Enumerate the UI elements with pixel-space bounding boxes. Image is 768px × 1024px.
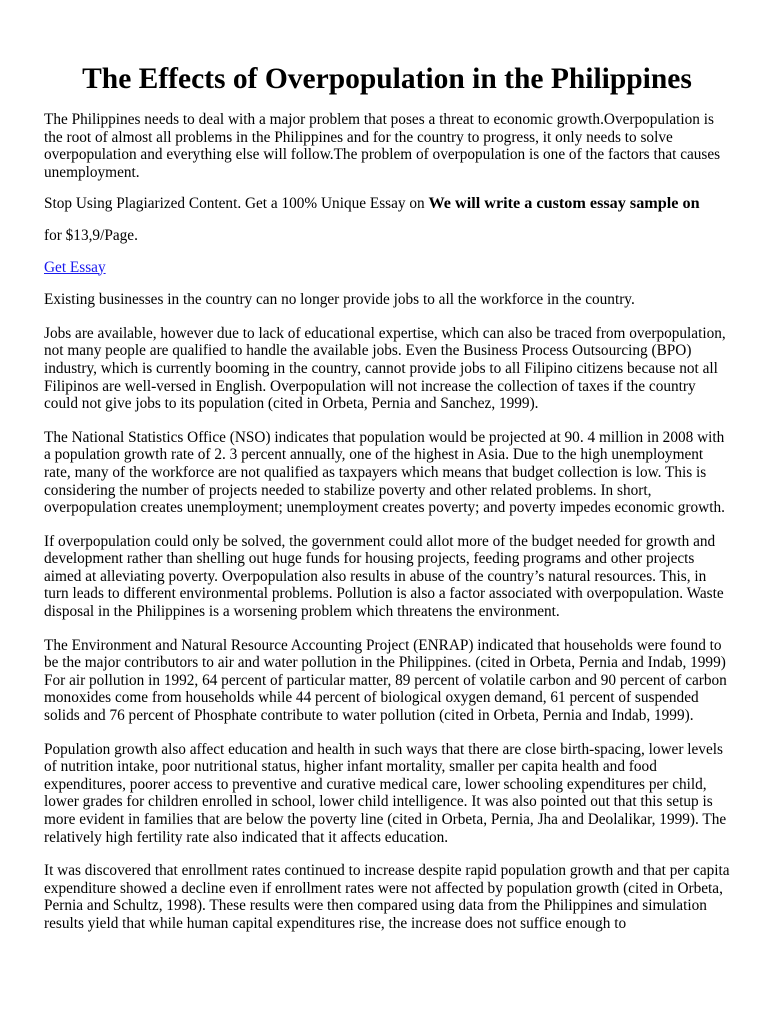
get-essay-paragraph (44, 259, 730, 277)
price-text: for $13,9/Page. (44, 226, 138, 244)
body-paragraph-1: Existing businesses in the country can no longer provide jobs to all the workforce in the country. (44, 291, 635, 309)
body-paragraph-4: If overpopulation could only be solved, the government could allot more of the budget needed for growth and development rather than shelling out huge funds for housing projects, feeding programs and other projects aimed at alleviating poverty. Overpopulation also results in abuse of the country’s natural resources. This, in turn leads to different environmental problems. Pollution is also a factor associated with overpopulation. Waste disposal in the Philippines is a worsening problem which threatens the environment. (44, 532, 724, 621)
intro-paragraph: The Philippines needs to deal with a major problem that poses a threat to economic growth.Overpopulation is the root of almost all problems in the Philippines and for the country to progress, it only needs to solve overpopulation and everything else will follow.The problem of overpopulation is one of the factors that causes unemployment. (44, 111, 721, 181)
document-page (44, 58, 730, 949)
promo-bold-text: We will write a custom essay sample on (428, 194, 700, 213)
body-paragraph-7: It was discovered that enrollment rates continued to increase despite rapid population growth and that per capita expenditure showed a decline even if enrollment rates were not affected by population growth (cited in Orbeta, Pernia and Schultz, 1998). These results were then compared using data from the Philippines and simulation results yield that while human capital expenditures rise, the increase does not suffice enough to (44, 862, 730, 932)
page-title: The Effects of Overpopulation in the Philippines (82, 63, 692, 95)
body-paragraph-5: The Environment and Natural Resource Accounting Project (ENRAP) indicated that households were found to be the major contributors to air and water pollution in the Philippines. (cited in Orbeta, Pernia and Indab, 1999) For air pollution in 1992, 64 percent of particular matter, 89 percent of volatile carbon and 90 percent of carbon monoxides come from households while 44 percent of biological oxygen demand, 61 percent of suspended solids and 76 percent of Phosphate contribute to water pollution (cited in Orbeta, Pernia and Indab, 1999). (44, 636, 727, 725)
body-paragraph-6: Population growth also affect education and health in such ways that there are close birth-spacing, lower levels of nutrition intake, poor nutritional status, higher infant mortality, smaller per capita health and food expenditures, poorer access to preventive and curative medical care, lower schooling expenditures per child, lower grades for children enrolled in school, lower child intelligence. It was also pointed out that this setup is more evident in families that are below the poverty line (cited in Orbeta, Pernia, Jha and Deolalikar, 1999). The relatively high fertility rate also indicated that it affects education. (44, 740, 727, 846)
promo-text: Stop Using Plagiarized Content. Get a 100% Unique Essay on (44, 195, 429, 213)
body-paragraph-3: The National Statistics Office (NSO) indicates that population would be projected at 90. 4 million in 2008 with a population growth rate of 2. 3 percent annually, one of the highest in Asia. Due to the high unemployment rate, many of the workforce are not qualified as taxpayers which means that budget collection is low. This is considering the number of projects needed to stabilize poverty and other related problems. In short, overpopulation creates unemployment; unemployment creates poverty; and poverty impedes economic growth. (44, 428, 725, 517)
promo-paragraph (44, 195, 730, 213)
body-paragraph-2: Jobs are available, however due to lack of educational expertise, which can also be traced from overpopulation, not many people are qualified to handle the available jobs. Even the Business Process Outsourcing (BPO) industry, which is currently booming in the country, cannot provide jobs to all Filipino citizens because not all Filipinos are well-versed in English. Overpopulation will not increase the collection of taxes if the country could not give jobs to its population (cited in Orbeta, Pernia and Sanchez, 1999). (44, 324, 726, 413)
get-essay-link[interactable]: Get Essay (44, 258, 106, 276)
